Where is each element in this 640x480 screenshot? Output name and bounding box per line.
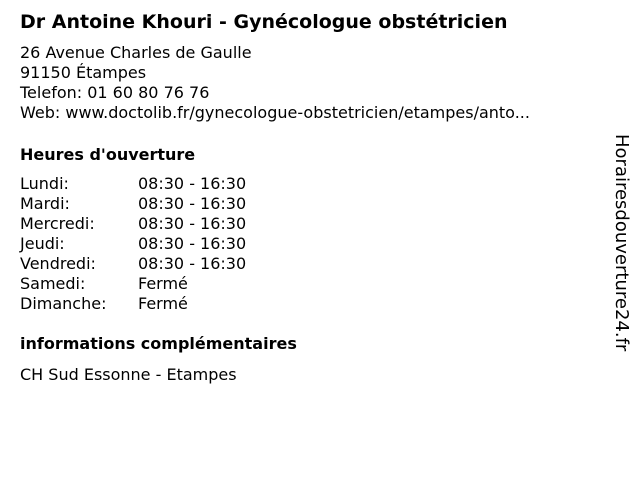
hours-row-tuesday bbox=[20, 194, 246, 214]
day-label: Jeudi: bbox=[20, 234, 65, 253]
page-title: Dr Antoine Khouri - Gynécologue obstétricien bbox=[20, 11, 508, 33]
time-value: 08:30 - 16:30 bbox=[138, 194, 247, 213]
hours-heading: Heures d'ouverture bbox=[20, 145, 196, 164]
phone-number: Telefon: 01 60 80 76 76 bbox=[20, 83, 210, 102]
day-label: Mardi: bbox=[20, 194, 70, 213]
info-heading: informations complémentaires bbox=[20, 334, 297, 353]
time-value: Fermé bbox=[138, 294, 188, 313]
hours-row-wednesday bbox=[20, 214, 246, 234]
hours-row-sunday bbox=[20, 294, 246, 314]
watermark-text: Horairesdouverture24.fr bbox=[611, 134, 632, 352]
hours-row-friday bbox=[20, 254, 246, 274]
street-address: 26 Avenue Charles de Gaulle bbox=[20, 43, 252, 62]
time-value: Fermé bbox=[138, 274, 188, 293]
day-label: Samedi: bbox=[20, 274, 86, 293]
hours-row-monday bbox=[20, 174, 246, 194]
watermark bbox=[611, 134, 635, 374]
website-link[interactable]: Web: www.doctolib.fr/gynecologue-obstetricien/etampes/anto... bbox=[20, 103, 530, 122]
hours-row-saturday bbox=[20, 274, 246, 294]
opening-hours-list bbox=[20, 174, 246, 314]
time-value: 08:30 - 16:30 bbox=[138, 254, 247, 273]
info-text: CH Sud Essonne - Etampes bbox=[20, 365, 237, 384]
time-value: 08:30 - 16:30 bbox=[138, 214, 247, 233]
address-block bbox=[20, 43, 530, 123]
day-label: Lundi: bbox=[20, 174, 69, 193]
day-label: Dimanche: bbox=[20, 294, 107, 313]
day-label: Vendredi: bbox=[20, 254, 96, 273]
hours-row-thursday bbox=[20, 234, 246, 254]
day-label: Mercredi: bbox=[20, 214, 95, 233]
time-value: 08:30 - 16:30 bbox=[138, 234, 247, 253]
city-postal: 91150 Étampes bbox=[20, 63, 147, 82]
time-value: 08:30 - 16:30 bbox=[138, 174, 247, 193]
